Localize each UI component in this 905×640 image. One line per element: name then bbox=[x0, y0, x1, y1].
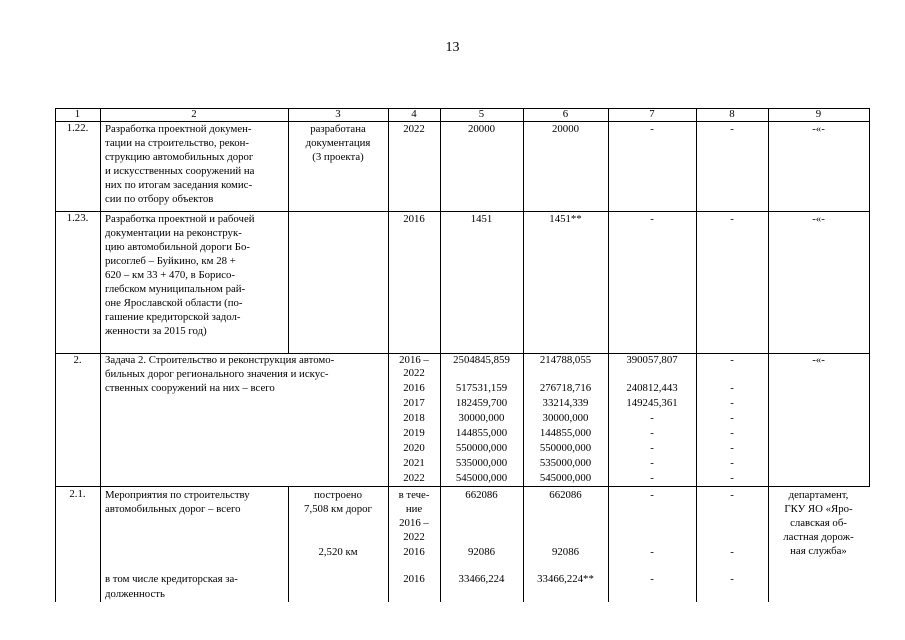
row-col7-value: - bbox=[650, 442, 654, 454]
row-executor-line: славская об- bbox=[790, 517, 847, 529]
header-col-7: 7 bbox=[649, 108, 655, 120]
row-number: 1.22. bbox=[66, 122, 89, 134]
row-number: 2. bbox=[73, 354, 82, 366]
row-description-line: бильных дорог регионального значения и искус- bbox=[105, 368, 329, 380]
page-number: 13 bbox=[445, 40, 460, 55]
row-executor-line: департамент, bbox=[788, 489, 849, 501]
row-col8-value: - bbox=[730, 213, 734, 225]
row-col7-value: - bbox=[650, 213, 654, 225]
row-description-line: женности за 2015 год) bbox=[105, 325, 207, 337]
row-result-line: (3 проекта) bbox=[312, 151, 364, 163]
table-border-right bbox=[869, 108, 870, 486]
column-divider bbox=[100, 108, 101, 602]
header-col-2: 2 bbox=[191, 108, 197, 120]
row-description-line: оне Ярославской области (по- bbox=[105, 297, 243, 309]
row-year: 2022 bbox=[403, 472, 425, 484]
row-col8-value: - bbox=[730, 546, 734, 558]
row-col8-value: - bbox=[730, 397, 734, 409]
row-description-line: гашение кредиторской задол- bbox=[105, 311, 241, 323]
row-description-line: глебском муниципальном рай- bbox=[105, 283, 246, 295]
row-year: 2017 bbox=[403, 397, 425, 409]
row-divider bbox=[55, 486, 870, 487]
row-result-line: 2,520 км bbox=[318, 546, 358, 558]
row-year: 2022 bbox=[403, 531, 425, 543]
row-year: 2016 – bbox=[399, 354, 429, 366]
header-col-8: 8 bbox=[729, 108, 735, 120]
row-executor-line: ластная дорож- bbox=[783, 531, 854, 543]
row-total-value: 182459,700 bbox=[455, 397, 508, 409]
row-col6-value: 33466,224** bbox=[537, 573, 594, 585]
row-total-value: 1451 bbox=[470, 213, 493, 225]
row-year: 2022 bbox=[403, 123, 425, 135]
row-total-value: 144855,000 bbox=[455, 427, 508, 439]
row-executor-line: ГКУ ЯО «Яро- bbox=[784, 503, 853, 515]
row-year: 2022 bbox=[403, 367, 425, 379]
row-col7-value: - bbox=[650, 489, 654, 501]
row-col8-value: - bbox=[730, 489, 734, 501]
row-result-line: разработана bbox=[310, 123, 366, 135]
row-description-line: сии по отбору объектов bbox=[105, 193, 214, 205]
row-description-line: в том числе кредиторская за- bbox=[105, 573, 238, 585]
row-description-line: и искусственных сооружений на bbox=[105, 165, 255, 177]
row-result-line: построено bbox=[314, 489, 362, 501]
row-col8-value: - bbox=[730, 123, 734, 135]
row-col8-value: - bbox=[730, 354, 734, 366]
row-year: 2016 bbox=[403, 573, 425, 585]
row-description-line: Задача 2. Строительство и реконструкция автомо- bbox=[105, 354, 335, 366]
row-col8-value: - bbox=[730, 457, 734, 469]
row-executor-line: ная служба» bbox=[790, 545, 847, 557]
row-col7-value: 149245,361 bbox=[626, 397, 678, 409]
row-col8-value: - bbox=[730, 573, 734, 585]
row-year: 2021 bbox=[403, 457, 425, 469]
row-description-line: Разработка проектной докумен- bbox=[105, 123, 252, 135]
row-col8-value: - bbox=[730, 382, 734, 394]
row-year: 2018 bbox=[403, 412, 425, 424]
header-col-1: 1 bbox=[74, 108, 81, 120]
header-col-5: 5 bbox=[478, 108, 485, 120]
row-executor: -«- bbox=[812, 123, 825, 135]
row-year: 2016 bbox=[403, 546, 425, 558]
row-col7-value: 240812,443 bbox=[626, 382, 678, 394]
row-col6-value: 545000,000 bbox=[539, 472, 592, 484]
row-col7-value: - bbox=[650, 573, 654, 585]
row-total-value: 550000,000 bbox=[455, 442, 508, 454]
row-total-value: 30000,000 bbox=[458, 412, 505, 424]
row-description-line: долженность bbox=[105, 588, 165, 600]
row-description-line: ственных сооружений на них – всего bbox=[105, 382, 275, 394]
row-col8-value: - bbox=[730, 472, 734, 484]
row-description-line: автомобильных дорог – всего bbox=[105, 503, 241, 515]
row-total-value: 662086 bbox=[465, 489, 498, 501]
header-col-9: 9 bbox=[815, 108, 822, 120]
row-total-value: 92086 bbox=[468, 546, 495, 558]
program-table bbox=[55, 108, 870, 628]
row-col7-value: - bbox=[650, 457, 654, 469]
row-col6-value: 33214,339 bbox=[542, 397, 589, 409]
row-total-value: 535000,000 bbox=[455, 457, 508, 469]
row-description-line: них по итогам заседания комис- bbox=[105, 179, 253, 191]
row-total-value: 2504845,859 bbox=[453, 354, 510, 366]
row-result-line: документация bbox=[305, 137, 371, 149]
row-description-line: 620 – км 33 + 470, в Борисо- bbox=[105, 269, 236, 281]
row-number: 1.23. bbox=[66, 212, 89, 224]
row-year: 2016 – bbox=[399, 517, 429, 529]
header-col-6: 6 bbox=[562, 108, 569, 120]
row-total-value: 545000,000 bbox=[455, 472, 508, 484]
row-col6-value: 550000,000 bbox=[539, 442, 592, 454]
row-executor: -«- bbox=[812, 213, 825, 225]
row-number: 2.1. bbox=[69, 488, 86, 500]
row-year: 2016 bbox=[403, 213, 425, 225]
row-col6-value: 92086 bbox=[552, 546, 579, 558]
row-year: ние bbox=[405, 503, 423, 515]
row-divider bbox=[55, 211, 870, 212]
row-col7-value: - bbox=[650, 472, 654, 484]
row-description-line: тации на строительство, рекон- bbox=[105, 137, 249, 149]
row-col8-value: - bbox=[730, 427, 734, 439]
row-col8-value: - bbox=[730, 412, 734, 424]
row-description-line: документации на реконструк- bbox=[105, 227, 242, 239]
row-col6-value: 535000,000 bbox=[539, 457, 592, 469]
row-year: в тече- bbox=[398, 489, 430, 501]
row-result-line: 7,508 км дорог bbox=[304, 503, 372, 515]
row-col6-value: 662086 bbox=[549, 489, 582, 501]
row-executor: -«- bbox=[812, 354, 825, 366]
row-col7-value: - bbox=[650, 546, 654, 558]
row-total-value: 517531,159 bbox=[455, 382, 508, 394]
row-description-line: рисоглеб – Буйкино, км 28 + bbox=[105, 255, 236, 267]
row-col7-value: - bbox=[650, 123, 654, 135]
row-col6-value: 30000,000 bbox=[542, 412, 589, 424]
row-col7-value: 390057,807 bbox=[626, 354, 678, 366]
row-total-value: 33466,224 bbox=[458, 573, 505, 585]
row-col7-value: - bbox=[650, 412, 654, 424]
header-col-3: 3 bbox=[335, 108, 341, 120]
row-col6-value: 276718,716 bbox=[539, 382, 592, 394]
row-col8-value: - bbox=[730, 442, 734, 454]
row-col7-value: - bbox=[650, 427, 654, 439]
row-year: 2019 bbox=[403, 427, 425, 439]
row-description-line: цию автомобильной дороги Бо- bbox=[105, 241, 250, 253]
row-divider bbox=[55, 121, 870, 122]
row-year: 2020 bbox=[403, 442, 425, 454]
header-col-4: 4 bbox=[411, 108, 417, 120]
row-col6-value: 20000 bbox=[552, 123, 579, 135]
row-col6-value: 1451** bbox=[549, 213, 582, 225]
row-total-value: 20000 bbox=[468, 123, 495, 135]
row-description-line: Мероприятия по строительству bbox=[105, 489, 250, 501]
row-description-line: струкцию автомобильных дорог bbox=[105, 151, 254, 163]
row-description-line: Разработка проектной и рабочей bbox=[105, 213, 255, 225]
row-col6-value: 144855,000 bbox=[539, 427, 592, 439]
row-year: 2016 bbox=[403, 382, 425, 394]
row-col6-value: 214788,055 bbox=[539, 354, 592, 366]
